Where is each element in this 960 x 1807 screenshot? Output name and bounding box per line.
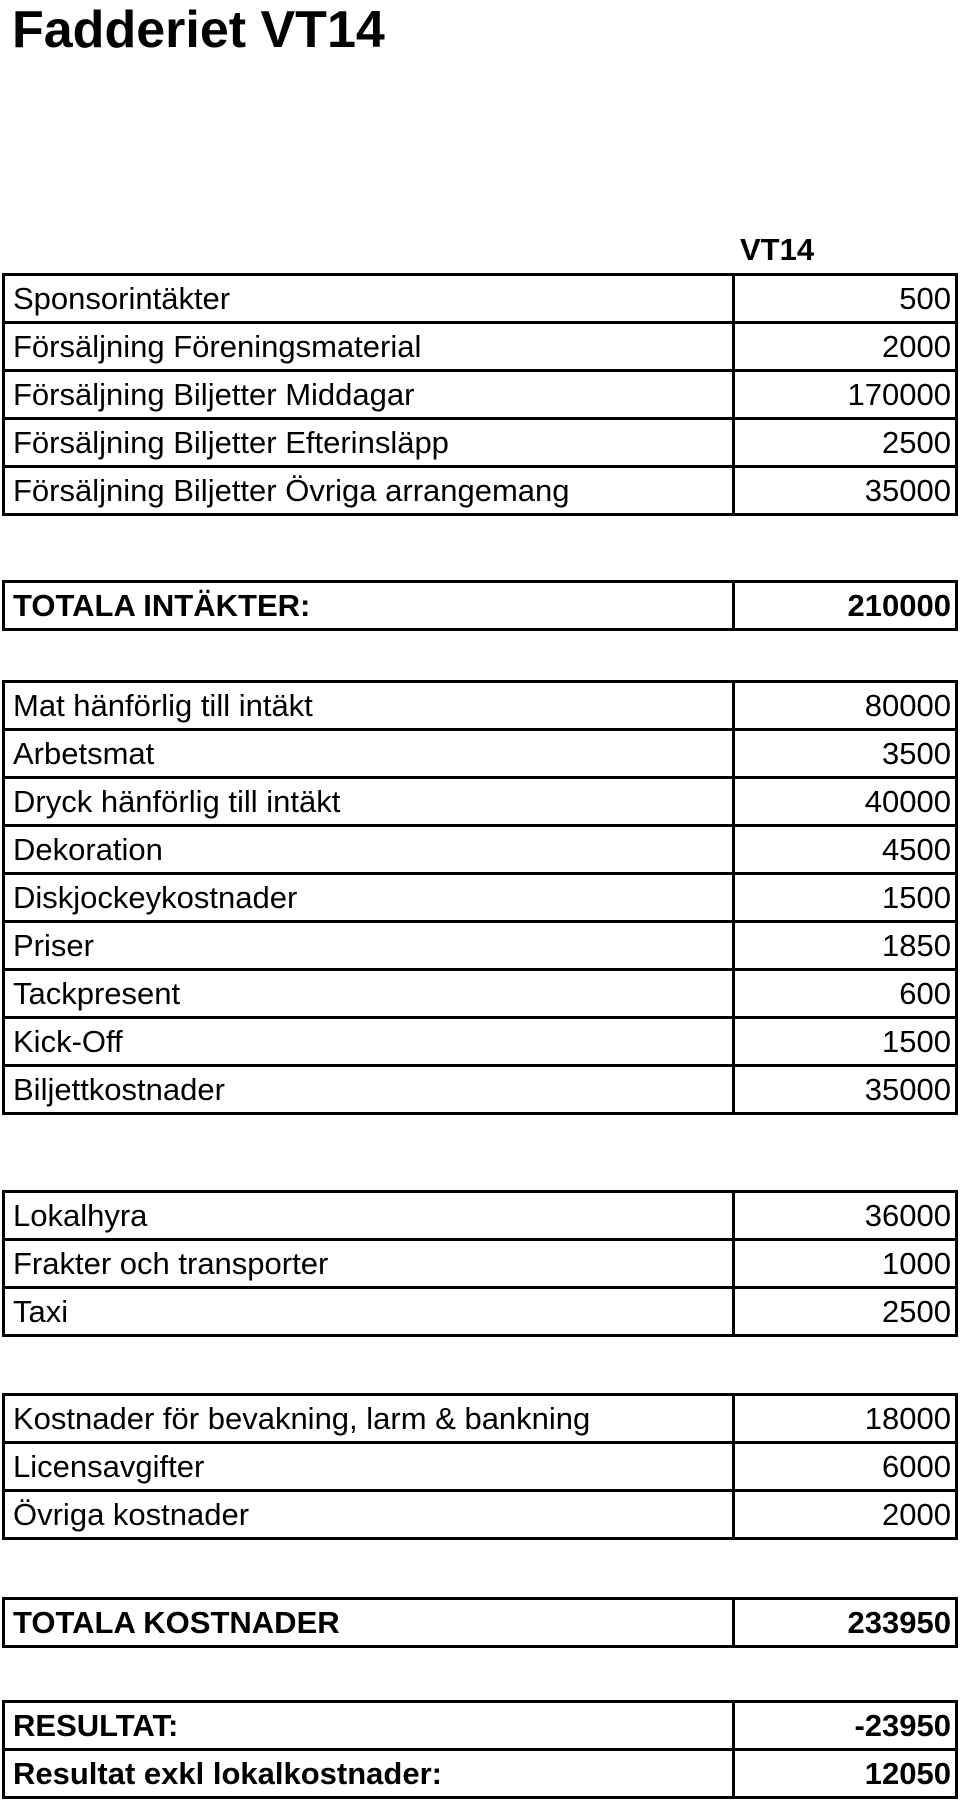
row-value: 35000: [734, 1066, 957, 1114]
row-value: 170000: [734, 371, 957, 419]
costs-group-venue: [2, 1190, 955, 1337]
table-row: [4, 874, 957, 922]
row-label: Resultat exkl lokalkostnader:: [4, 1750, 734, 1798]
row-label: TOTALA INTÄKTER:: [4, 582, 734, 630]
costs-group-other: [2, 1393, 955, 1540]
table-row: [4, 682, 957, 730]
table-row-result-excl: [4, 1750, 957, 1798]
costs-group-food: [2, 680, 955, 1115]
row-label: Dryck hänförlig till intäkt: [4, 778, 734, 826]
income-group: [2, 273, 955, 516]
row-value: 40000: [734, 778, 957, 826]
row-label: RESULTAT:: [4, 1702, 734, 1750]
row-label: Kick-Off: [4, 1018, 734, 1066]
table-row: [4, 1192, 957, 1240]
row-value: 2500: [734, 1288, 957, 1336]
table-row: [4, 1288, 957, 1336]
column-header-vt14: [736, 226, 956, 274]
row-label: Övriga kostnader: [4, 1491, 734, 1539]
row-value: 6000: [734, 1443, 957, 1491]
table-row: [4, 1240, 957, 1288]
row-value: 2500: [734, 419, 957, 467]
row-label: Biljettkostnader: [4, 1066, 734, 1114]
table-row: [4, 1395, 957, 1443]
row-label: Lokalhyra: [4, 1192, 734, 1240]
row-value: 80000: [734, 682, 957, 730]
table-row: [4, 778, 957, 826]
costs-table-other: [2, 1393, 958, 1540]
row-label: Taxi: [4, 1288, 734, 1336]
table-row: [4, 1443, 957, 1491]
total-income-table: [2, 580, 958, 631]
costs-table-food: [2, 680, 958, 1115]
row-label: Tackpresent: [4, 970, 734, 1018]
row-value: 233950: [734, 1599, 957, 1647]
table-row: [4, 970, 957, 1018]
table-row: [4, 730, 957, 778]
row-label: Försäljning Föreningsmaterial: [4, 323, 734, 371]
row-value: 35000: [734, 467, 957, 515]
row-label: TOTALA KOSTNADER: [4, 1599, 734, 1647]
table-row: [4, 922, 957, 970]
row-value: 500: [734, 275, 957, 323]
page-title: Fadderiet VT14: [12, 1, 385, 59]
row-label: Arbetsmat: [4, 730, 734, 778]
row-value: 36000: [734, 1192, 957, 1240]
table-row: [4, 1491, 957, 1539]
row-label: Försäljning Biljetter Middagar: [4, 371, 734, 419]
total-costs-table: [2, 1597, 958, 1648]
row-value: 1500: [734, 1018, 957, 1066]
table-row: [4, 1018, 957, 1066]
row-value: 1500: [734, 874, 957, 922]
row-value: 3500: [734, 730, 957, 778]
costs-table-venue: [2, 1190, 958, 1337]
income-table: [2, 273, 958, 516]
row-label: Sponsorintäkter: [4, 275, 734, 323]
row-label: Försäljning Biljetter Övriga arrangemang: [4, 467, 734, 515]
row-value: 4500: [734, 826, 957, 874]
row-label: Priser: [4, 922, 734, 970]
row-label: Kostnader för bevakning, larm & bankning: [4, 1395, 734, 1443]
table-row: [4, 419, 957, 467]
row-label: Licensavgifter: [4, 1443, 734, 1491]
table-row-result: [4, 1702, 957, 1750]
table-row: [4, 275, 957, 323]
table-row: [4, 467, 957, 515]
table-row-total-costs: [4, 1599, 957, 1647]
row-value: -23950: [734, 1702, 957, 1750]
row-value: 600: [734, 970, 957, 1018]
column-header-label: VT14: [740, 232, 815, 267]
row-label: Försäljning Biljetter Efterinsläpp: [4, 419, 734, 467]
row-label: Mat hänförlig till intäkt: [4, 682, 734, 730]
row-value: 1000: [734, 1240, 957, 1288]
table-row: [4, 826, 957, 874]
result-group: [2, 1700, 955, 1799]
row-label: Frakter och transporter: [4, 1240, 734, 1288]
row-label: Diskjockeykostnader: [4, 874, 734, 922]
row-value: 2000: [734, 1491, 957, 1539]
table-row: [4, 323, 957, 371]
row-value: 2000: [734, 323, 957, 371]
row-value: 18000: [734, 1395, 957, 1443]
row-value: 12050: [734, 1750, 957, 1798]
total-income-group: [2, 580, 955, 631]
row-value: 1850: [734, 922, 957, 970]
result-table: [2, 1700, 958, 1799]
table-row-total-income: [4, 582, 957, 630]
row-label: Dekoration: [4, 826, 734, 874]
table-row: [4, 371, 957, 419]
table-row: [4, 1066, 957, 1114]
total-costs-group: [2, 1597, 955, 1648]
row-value: 210000: [734, 582, 957, 630]
